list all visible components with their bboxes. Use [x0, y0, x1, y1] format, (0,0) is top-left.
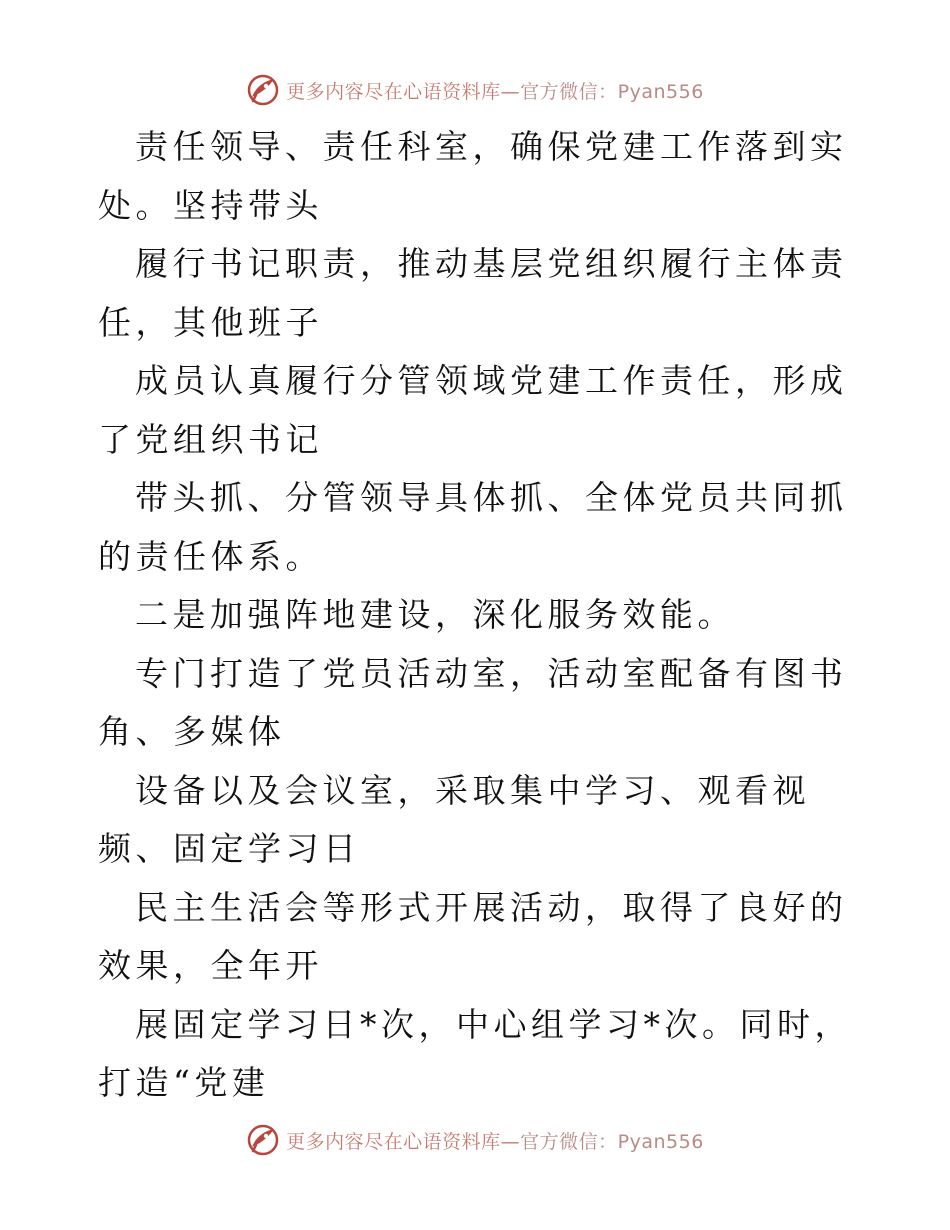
paragraph-6	[98, 645, 858, 762]
paragraph-2-line-1: 履行书记职责，推动基层党组织履行主体责任，	[98, 244, 848, 342]
paragraph-7-line-2: 定学习日	[210, 829, 361, 868]
pen-logo-icon	[246, 1123, 280, 1157]
paragraph-4-line-1: 带头抓、分管领导具体抓、全体党员共同抓的责	[98, 478, 848, 576]
paragraph-6-line-1: 专门打造了党员活动室，活动室配备有图书角、	[98, 653, 848, 751]
paragraph-3-line-2: 组织书记	[173, 419, 323, 459]
pen-logo-icon	[246, 73, 280, 107]
paragraph-2	[98, 235, 858, 352]
paragraph-3	[98, 352, 858, 469]
footer-banner	[0, 1120, 950, 1160]
paragraph-8-line-1: 民主生活会等形式开展活动，取得了良好的效	[98, 887, 848, 985]
paragraph-9	[98, 996, 858, 1113]
paragraph-9-line-1: 展固定学习日*次，中心组学习*次。同时，打	[98, 1004, 852, 1102]
paragraph-2-line-2: 其他班子	[173, 302, 323, 342]
paragraph-6-line-2: 多媒体	[173, 712, 286, 751]
document-body	[98, 118, 858, 1113]
paragraph-7	[98, 762, 858, 879]
paragraph-7-line-1: 设备以及会议室，采取集中学习、观看视频、固	[98, 770, 810, 868]
paragraph-4	[98, 469, 858, 586]
paragraph-4-line-2: 任体系。	[173, 536, 323, 576]
header-banner-text	[286, 77, 704, 104]
paragraph-5-line-1: 二是加强阵地建设，深化服务效能。	[135, 595, 735, 634]
paragraph-1-line-2: 坚持带头	[173, 185, 323, 225]
footer-banner-text	[286, 1127, 704, 1154]
paragraph-3-line-1: 成员认真履行分管领域党建工作责任，形成了党	[98, 361, 848, 459]
paragraph-8	[98, 879, 858, 996]
header-banner-inner	[246, 73, 704, 107]
header-banner	[0, 70, 950, 110]
footer-banner-title: 更多内容尽在心语资料库—	[286, 1130, 521, 1153]
paragraph-1-line-1: 责任领导、责任科室，确保党建工作落到实处。	[98, 127, 848, 225]
paragraph-8-line-2: 果，全年开	[135, 946, 323, 985]
paragraph-1	[98, 118, 858, 235]
paragraph-9-line-2: 造“党建	[135, 1063, 270, 1102]
paragraph-5	[98, 586, 858, 645]
header-banner-wechat: 官方微信：Pyan556	[520, 80, 704, 103]
header-banner-title: 更多内容尽在心语资料库—	[286, 80, 521, 103]
footer-banner-wechat: 官方微信：Pyan556	[520, 1130, 704, 1153]
footer-banner-inner	[246, 1123, 704, 1157]
